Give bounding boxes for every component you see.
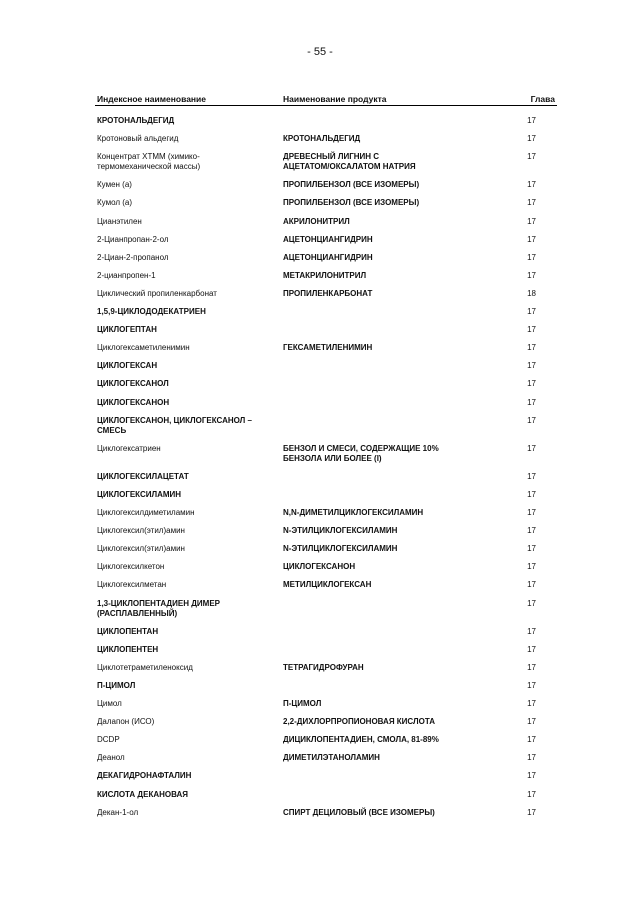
index-name-cell: Цианэтилен (97, 216, 142, 226)
product-name-cell: ПРОПИЛБЕНЗОЛ (ВСЕ ИЗОМЕРЫ) (283, 198, 420, 208)
chapter-cell: 17 (527, 343, 536, 353)
index-name-cell: КИСЛОТА ДЕКАНОВАЯ (97, 789, 189, 799)
chapter-cell: 17 (527, 508, 536, 517)
chapter-cell: 17 (527, 307, 536, 316)
index-name-cell: П-ЦИМОЛ (97, 680, 136, 690)
product-name-cell: ЦИКЛОГЕКСАНОН (283, 562, 356, 572)
index-name-cell: Циклический пропиленкарбонат (97, 288, 217, 298)
chapter-cell: 17 (527, 415, 536, 425)
chapter-cell: 17 (527, 626, 536, 636)
chapter-cell: 17 (527, 662, 536, 672)
table-header (95, 93, 557, 106)
chapter-cell: 17 (527, 116, 536, 125)
header-chapter: Глава (530, 94, 555, 104)
product-name-cell: ГЕКСАМЕТИЛЕНИМИН (283, 343, 373, 353)
index-name-cell: 2-цианпропен-1 (97, 270, 156, 280)
index-name-cell: 1,3-ЦИКЛОПЕНТАДИЕН ДИМЕР (РАСПЛАВЛЕННЫЙ) (97, 598, 220, 618)
header-product-name: Наименование продукта (283, 94, 387, 104)
product-name-cell: АКРИЛОНИТРИЛ (283, 216, 350, 226)
index-name-cell: Циклогексилкетон (97, 562, 165, 572)
index-name-cell: Кумол (а) (97, 198, 133, 208)
product-name-cell: ДРЕВЕСНЫЙ ЛИГНИН С АЦЕТАТОМ/ОКСАЛАТОМ НАТРИЯ (283, 152, 416, 172)
chapter-cell: 17 (527, 252, 536, 262)
index-name-cell: ЦИКЛОГЕКСИЛАЦЕТАТ (97, 471, 189, 481)
index-name-cell: ЦИКЛОГЕКСАНОЛ (97, 379, 169, 389)
chapter-cell: 17 (527, 234, 536, 244)
chapter-cell: 17 (527, 443, 536, 453)
index-name-cell: Циклогексилдиметиламин (97, 508, 195, 517)
chapter-cell: 17 (527, 580, 536, 590)
product-name-cell: АЦЕТОНЦИАНГИДРИН (283, 252, 373, 262)
product-name-cell: ДИЦИКЛОПЕНТАДИЕН, СМОЛА, 81-89% (283, 735, 439, 745)
index-name-cell: ЦИКЛОГЕКСАН (97, 361, 158, 371)
product-name-cell: МЕТАКРИЛОНИТРИЛ (283, 270, 367, 280)
product-name-cell: ПРОПИЛЕНКАРБОНАТ (283, 288, 373, 298)
product-name-cell: СПИРТ ДЕЦИЛОВЫЙ (ВСЕ ИЗОМЕРЫ) (283, 807, 435, 817)
page-number: - 55 - (307, 46, 333, 58)
chapter-cell: 17 (527, 180, 536, 190)
chapter-cell: 17 (527, 216, 536, 226)
chapter-cell: 17 (527, 152, 536, 162)
index-name-cell: Циклогексатриен (97, 443, 161, 453)
chapter-cell: 17 (527, 735, 536, 745)
chapter-cell: 18 (527, 288, 536, 298)
chapter-cell: 17 (527, 489, 536, 499)
product-name-cell: N,N-ДИМЕТИЛЦИКЛОГЕКСИЛАМИН (283, 508, 424, 517)
chapter-cell: 17 (527, 270, 536, 280)
chapter-cell: 17 (527, 644, 536, 654)
product-name-cell: П-ЦИМОЛ (283, 699, 322, 708)
chapter-cell: 17 (527, 807, 536, 817)
index-name-cell: ДЕКАГИДРОНАФТАЛИН (97, 771, 192, 781)
index-table (95, 93, 557, 817)
chapter-cell: 17 (527, 699, 536, 708)
index-name-cell: Циклогексилметан (97, 580, 167, 590)
chapter-cell: 17 (527, 717, 536, 727)
product-name-cell: 2,2-ДИХЛОРПРОПИОНОВАЯ КИСЛОТА (283, 717, 436, 727)
chapter-cell: 17 (527, 361, 536, 371)
chapter-cell: 17 (527, 544, 536, 554)
chapter-cell: 17 (527, 771, 536, 781)
product-name-cell: ПРОПИЛБЕНЗОЛ (ВСЕ ИЗОМЕРЫ) (283, 180, 420, 190)
index-name-cell: Циклотетраметиленоксид (97, 662, 193, 672)
index-name-cell: Кротоновый альдегид (97, 134, 179, 144)
chapter-cell: 17 (527, 753, 536, 763)
index-name-cell: Циклогексил(этил)амин (97, 526, 185, 536)
index-name-cell: ЦИКЛОГЕКСАНОН, ЦИКЛОГЕКСАНОЛ – СМЕСЬ (97, 415, 252, 435)
chapter-cell: 17 (527, 789, 536, 799)
index-name-cell: Далапон (ИСО) (97, 717, 155, 727)
product-name-cell: ДИМЕТИЛЭТАНОЛАМИН (283, 753, 380, 763)
index-name-cell: Циклогексил(этил)амин (97, 544, 185, 554)
product-name-cell: N-ЭТИЛЦИКЛОГЕКСИЛАМИН (283, 526, 398, 536)
chapter-cell: 17 (527, 325, 536, 335)
chapter-cell: 17 (527, 598, 536, 608)
index-name-cell: ЦИКЛОПЕНТЕН (97, 644, 159, 654)
product-name-cell: КРОТОНАЛЬДЕГИД (283, 134, 361, 144)
index-name-cell: 2-Цианпропан-2-ол (97, 234, 169, 244)
chapter-cell: 17 (527, 379, 536, 389)
index-name-cell: ЦИКЛОГЕКСИЛАМИН (97, 489, 182, 499)
index-name-cell: Декан-1-ол (97, 807, 139, 817)
chapter-cell: 17 (527, 562, 536, 572)
product-name-cell: БЕНЗОЛ И СМЕСИ, СОДЕРЖАЩИЕ 10% БЕНЗОЛА ИЛИ БОЛЕЕ (I) (283, 443, 439, 463)
index-name-cell: ЦИКЛОГЕКСАНОН (97, 397, 170, 407)
index-name-cell: 1,5,9-ЦИКЛОДОДЕКАТРИЕН (97, 307, 206, 316)
chapter-cell: 17 (527, 134, 536, 144)
index-name-cell: Концентрат ХТММ (химико- термомеханической массы) (97, 152, 201, 172)
chapter-cell: 17 (527, 198, 536, 208)
chapter-cell: 17 (527, 526, 536, 536)
index-name-cell: Кумен (а) (97, 180, 132, 190)
index-name-cell: ЦИКЛОГЕПТАН (97, 325, 157, 335)
product-name-cell: ТЕТРАГИДРОФУРАН (283, 662, 364, 672)
index-name-cell: Циклогексаметиленимин (97, 343, 190, 353)
index-name-cell: 2-Циан-2-пропанол (97, 252, 169, 262)
index-name-cell: КРОТОНАЛЬДЕГИД (97, 116, 175, 125)
chapter-cell: 17 (527, 397, 536, 407)
product-name-cell: АЦЕТОНЦИАНГИДРИН (283, 234, 373, 244)
index-name-cell: ЦИКЛОПЕНТАН (97, 626, 159, 636)
product-name-cell: N-ЭТИЛЦИКЛОГЕКСИЛАМИН (283, 544, 398, 554)
index-name-cell: Цимол (97, 699, 122, 708)
product-name-cell: МЕТИЛЦИКЛОГЕКСАН (283, 580, 372, 590)
index-name-cell: Деанол (97, 753, 125, 763)
header-index-name: Индексное наименование (97, 94, 207, 104)
index-name-cell: DCDP (97, 735, 120, 745)
chapter-cell: 17 (527, 471, 536, 481)
chapter-cell: 17 (527, 680, 536, 690)
